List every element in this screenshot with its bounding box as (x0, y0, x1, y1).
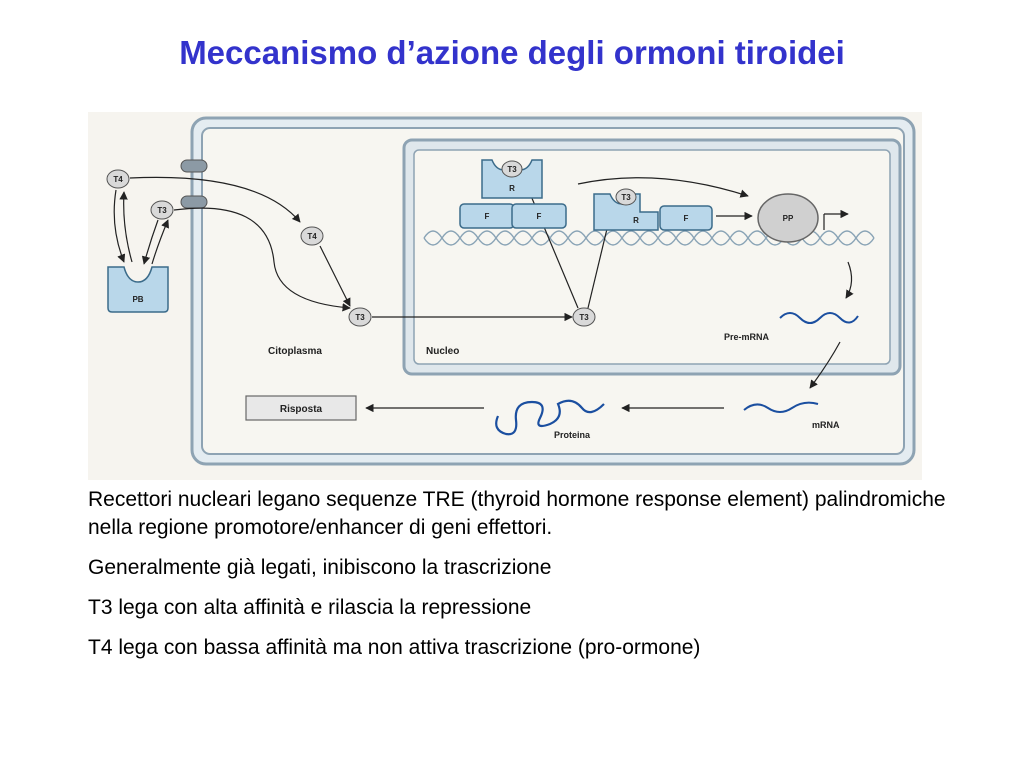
membrane-channel (181, 196, 207, 208)
t4-cytoplasm (301, 227, 323, 245)
arrow-pb-t4 (124, 192, 132, 262)
bullet-item: Generalmente già legati, inibiscono la trascrizione (88, 556, 552, 579)
svg-text:T4: T4 (307, 232, 317, 241)
arrow-t4-pb (114, 190, 124, 262)
bullet-item: T3 lega con alta affinità e rilascia la repressione (88, 596, 532, 619)
pre-mrna-label: Pre-mRNA (724, 332, 770, 342)
nucleo-label: Nucleo (426, 346, 460, 357)
svg-text:F: F (484, 212, 490, 221)
svg-text:T3: T3 (621, 193, 631, 202)
pb-binding-protein (108, 267, 168, 312)
svg-text:Risposta: Risposta (279, 404, 323, 415)
t3-extracellular (151, 201, 173, 219)
membrane-channel (181, 160, 207, 172)
svg-text:T3: T3 (355, 313, 365, 322)
slide-title: Meccanismo d’azione degli ormoni tiroidei (179, 34, 845, 71)
pp-polymerase (758, 194, 818, 242)
svg-text:T3: T3 (157, 206, 167, 215)
diagram-svg (88, 112, 922, 480)
bullet-list (88, 486, 958, 674)
svg-text:T4: T4 (113, 175, 123, 184)
proteina-label: Proteina (554, 430, 591, 440)
arrow-pb-t3 (152, 220, 168, 264)
bullet-item: T4 lega con bassa affinità ma non attiva trascrizione (pro-ormone) (88, 636, 701, 659)
svg-text:F: F (536, 212, 542, 221)
arrow-t3-pb (144, 220, 158, 264)
t3-cytoplasm (349, 308, 371, 326)
svg-text:PP: PP (782, 214, 794, 223)
citoplasma-label: Citoplasma (268, 346, 322, 357)
svg-text:T3: T3 (579, 313, 589, 322)
t4-extracellular (107, 170, 129, 188)
svg-text:F: F (683, 214, 689, 223)
svg-text:R: R (509, 184, 515, 193)
bullet-item: Recettori nucleari legano sequenze TRE (thyroid hormone response element) palindromiche nella regione promotore/enhancer di geni effettori. (88, 488, 946, 539)
mechanism-diagram (88, 112, 922, 480)
t3-nucleus (573, 308, 595, 326)
svg-text:T3: T3 (507, 165, 517, 174)
mrna-label: mRNA (812, 420, 840, 430)
risposta-box (246, 396, 356, 420)
svg-text:PB: PB (132, 295, 144, 304)
svg-text:R: R (633, 216, 639, 225)
